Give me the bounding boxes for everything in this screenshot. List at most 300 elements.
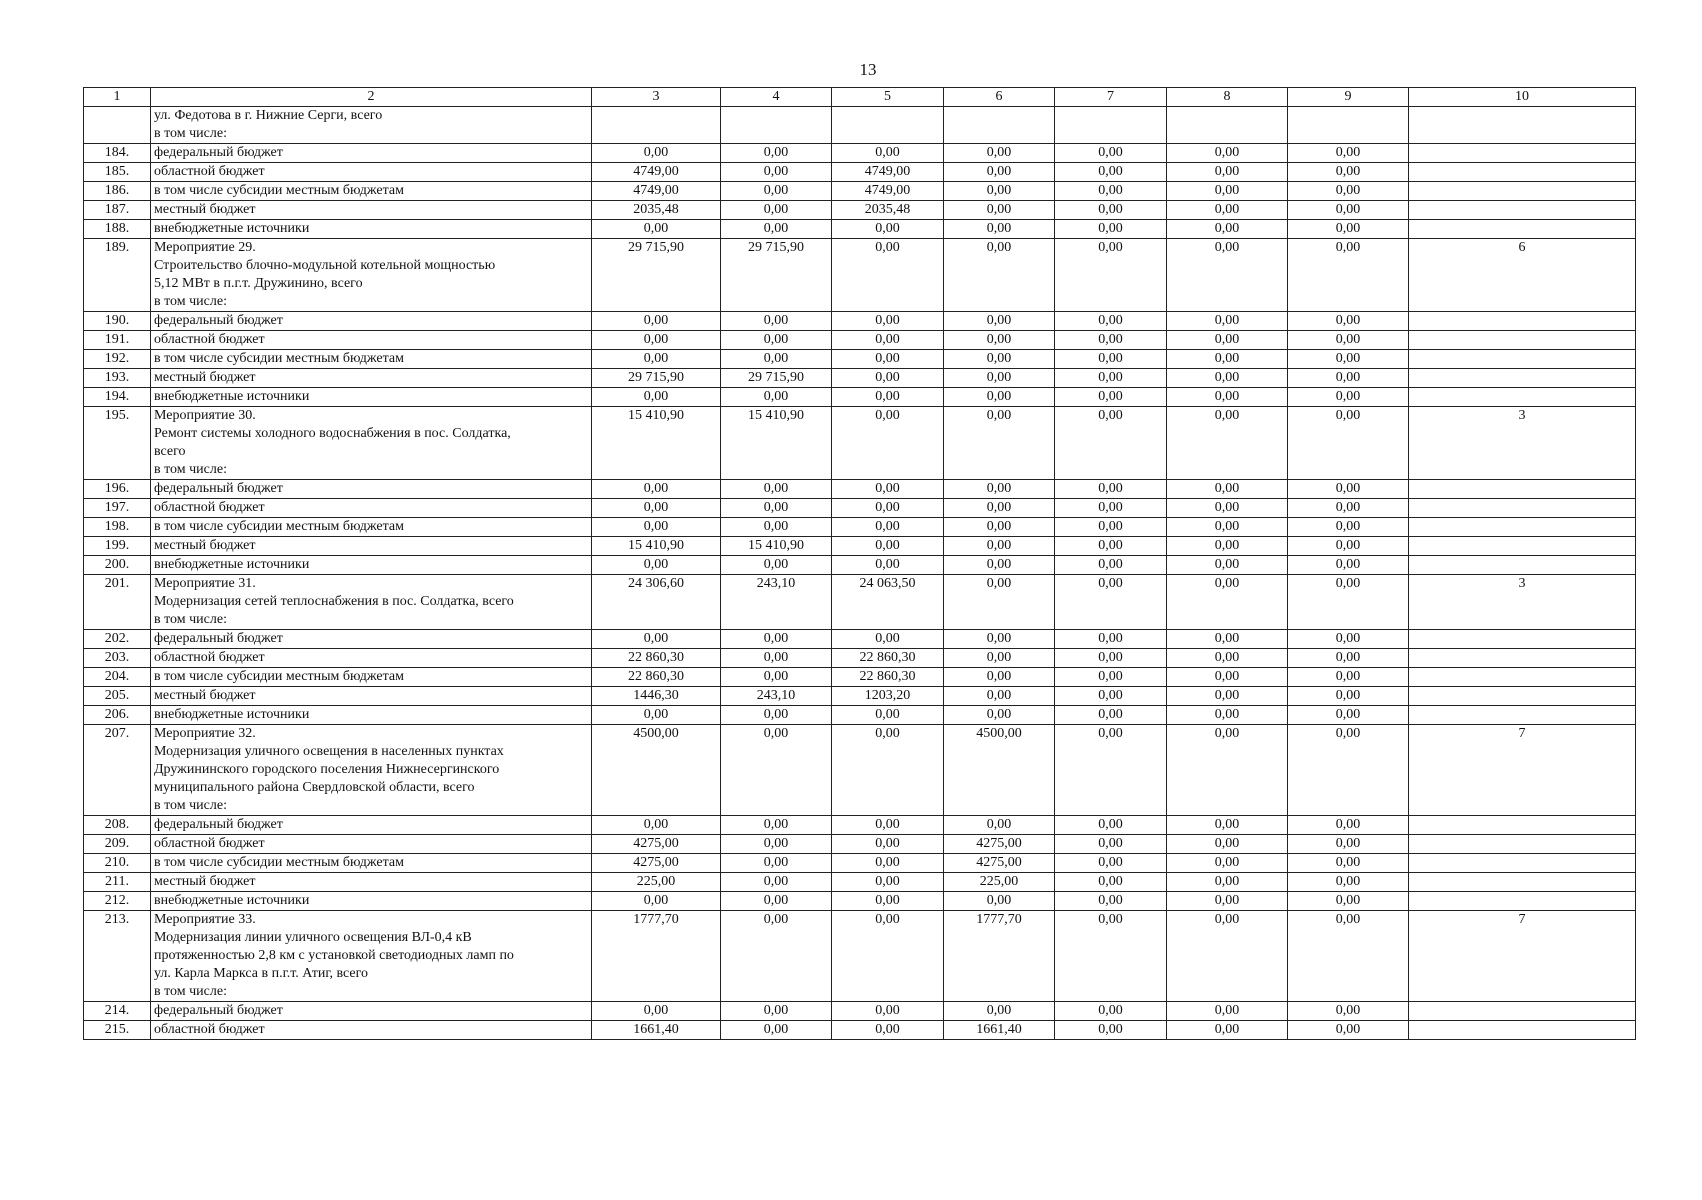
target-ref-cell — [1409, 649, 1636, 668]
amount-cell: 0,00 — [944, 892, 1055, 911]
row-name: ул. Федотова в г. Нижние Серги, всего в том числе: — [151, 107, 592, 144]
amount-cell: 0,00 — [721, 331, 832, 350]
amount-cell: 22 860,30 — [592, 649, 721, 668]
amount-cell: 0,00 — [1167, 1002, 1288, 1021]
amount-cell: 0,00 — [1288, 163, 1409, 182]
amount-cell: 0,00 — [944, 201, 1055, 220]
table-row — [84, 816, 1636, 835]
budget-table — [83, 87, 1636, 1040]
amount-cell: 0,00 — [944, 312, 1055, 331]
amount-cell: 0,00 — [1167, 911, 1288, 1002]
row-name: федеральный бюджет — [151, 312, 592, 331]
row-name: местный бюджет — [151, 687, 592, 706]
amount-cell: 0,00 — [721, 312, 832, 331]
amount-cell: 0,00 — [592, 706, 721, 725]
amount-cell: 15 410,90 — [592, 537, 721, 556]
table-row — [84, 687, 1636, 706]
target-ref-cell — [1409, 537, 1636, 556]
amount-cell: 0,00 — [832, 350, 944, 369]
row-name: федеральный бюджет — [151, 144, 592, 163]
amount-cell: 0,00 — [832, 239, 944, 312]
table-row — [84, 911, 1636, 1002]
table-row — [84, 1002, 1636, 1021]
header-cell: 5 — [832, 88, 944, 107]
row-number: 193. — [84, 369, 151, 388]
amount-cell: 0,00 — [1288, 182, 1409, 201]
amount-cell: 0,00 — [1167, 575, 1288, 630]
target-ref-cell: 6 — [1409, 239, 1636, 312]
row-name: областной бюджет — [151, 835, 592, 854]
amount-cell: 0,00 — [1288, 725, 1409, 816]
amount-cell: 0,00 — [944, 556, 1055, 575]
target-ref-cell: 3 — [1409, 575, 1636, 630]
amount-cell: 0,00 — [832, 407, 944, 480]
row-number: 211. — [84, 873, 151, 892]
table-row — [84, 518, 1636, 537]
row-number: 192. — [84, 350, 151, 369]
amount-cell: 0,00 — [944, 350, 1055, 369]
amount-cell: 0,00 — [1055, 854, 1167, 873]
amount-cell: 0,00 — [1167, 835, 1288, 854]
amount-cell: 0,00 — [944, 649, 1055, 668]
table-row — [84, 239, 1636, 312]
amount-cell: 0,00 — [1167, 556, 1288, 575]
amount-cell: 0,00 — [721, 556, 832, 575]
row-name: областной бюджет — [151, 649, 592, 668]
amount-cell — [832, 107, 944, 144]
row-name: местный бюджет — [151, 537, 592, 556]
page-number: 13 — [859, 60, 877, 79]
target-ref-cell — [1409, 369, 1636, 388]
target-ref-cell — [1409, 350, 1636, 369]
amount-cell: 0,00 — [721, 911, 832, 1002]
amount-cell: 0,00 — [592, 556, 721, 575]
row-name: в том числе субсидии местным бюджетам — [151, 350, 592, 369]
amount-cell: 0,00 — [832, 892, 944, 911]
row-number: 200. — [84, 556, 151, 575]
table-row — [84, 649, 1636, 668]
amount-cell: 0,00 — [1167, 331, 1288, 350]
amount-cell: 0,00 — [592, 144, 721, 163]
amount-cell: 0,00 — [1055, 911, 1167, 1002]
amount-cell: 0,00 — [721, 630, 832, 649]
amount-cell: 0,00 — [721, 350, 832, 369]
amount-cell: 24 306,60 — [592, 575, 721, 630]
amount-cell: 243,10 — [721, 687, 832, 706]
amount-cell: 0,00 — [832, 556, 944, 575]
amount-cell: 0,00 — [1288, 407, 1409, 480]
amount-cell: 0,00 — [592, 816, 721, 835]
amount-cell: 0,00 — [1288, 537, 1409, 556]
table-row — [84, 407, 1636, 480]
amount-cell: 0,00 — [1055, 668, 1167, 687]
row-name: в том числе субсидии местным бюджетам — [151, 668, 592, 687]
amount-cell: 0,00 — [1167, 369, 1288, 388]
amount-cell: 0,00 — [1055, 816, 1167, 835]
amount-cell: 0,00 — [1055, 480, 1167, 499]
table-row — [84, 107, 1636, 144]
amount-cell: 0,00 — [1167, 816, 1288, 835]
table-row — [84, 388, 1636, 407]
row-name: внебюджетные источники — [151, 388, 592, 407]
amount-cell — [1288, 107, 1409, 144]
amount-cell: 0,00 — [1055, 835, 1167, 854]
amount-cell: 0,00 — [944, 499, 1055, 518]
target-ref-cell — [1409, 163, 1636, 182]
amount-cell: 1661,40 — [944, 1021, 1055, 1040]
amount-cell: 0,00 — [1167, 668, 1288, 687]
amount-cell: 0,00 — [1167, 144, 1288, 163]
row-name: внебюджетные источники — [151, 706, 592, 725]
amount-cell: 0,00 — [721, 182, 832, 201]
row-number: 197. — [84, 499, 151, 518]
amount-cell: 0,00 — [1167, 892, 1288, 911]
target-ref-cell — [1409, 480, 1636, 499]
amount-cell: 1203,20 — [832, 687, 944, 706]
amount-cell: 29 715,90 — [721, 239, 832, 312]
amount-cell: 0,00 — [1288, 556, 1409, 575]
amount-cell: 1777,70 — [592, 911, 721, 1002]
row-number: 210. — [84, 854, 151, 873]
table-row — [84, 706, 1636, 725]
amount-cell: 0,00 — [944, 163, 1055, 182]
amount-cell: 4749,00 — [592, 182, 721, 201]
amount-cell: 0,00 — [1167, 350, 1288, 369]
table-row — [84, 331, 1636, 350]
amount-cell: 0,00 — [721, 706, 832, 725]
row-number: 199. — [84, 537, 151, 556]
amount-cell: 0,00 — [1055, 499, 1167, 518]
amount-cell: 0,00 — [1055, 706, 1167, 725]
target-ref-cell — [1409, 107, 1636, 144]
table-row — [84, 312, 1636, 331]
amount-cell: 4275,00 — [944, 835, 1055, 854]
amount-cell: 0,00 — [1167, 854, 1288, 873]
amount-cell: 243,10 — [721, 575, 832, 630]
amount-cell: 0,00 — [1055, 518, 1167, 537]
table-row — [84, 220, 1636, 239]
amount-cell: 0,00 — [1288, 1021, 1409, 1040]
amount-cell: 0,00 — [721, 1021, 832, 1040]
row-number: 207. — [84, 725, 151, 816]
amount-cell: 0,00 — [1055, 369, 1167, 388]
header-cell: 2 — [151, 88, 592, 107]
row-number: 186. — [84, 182, 151, 201]
header-row — [84, 88, 1636, 107]
amount-cell: 0,00 — [1167, 480, 1288, 499]
header-cell: 7 — [1055, 88, 1167, 107]
amount-cell: 0,00 — [1055, 1021, 1167, 1040]
target-ref-cell — [1409, 873, 1636, 892]
row-name: Мероприятие 33. Модернизация линии уличного освещения ВЛ-0,4 кВ протяженностью 2,8 км с установкой светодиодных ламп по ул. Карла Маркса в п.г.т. Атиг, всего в том числе: — [151, 911, 592, 1002]
header-cell: 1 — [84, 88, 151, 107]
amount-cell: 0,00 — [1288, 706, 1409, 725]
table-row — [84, 163, 1636, 182]
row-name: Мероприятие 31. Модернизация сетей теплоснабжения в пос. Солдатка, всего в том числе: — [151, 575, 592, 630]
amount-cell: 0,00 — [1055, 350, 1167, 369]
amount-cell: 1777,70 — [944, 911, 1055, 1002]
target-ref-cell: 3 — [1409, 407, 1636, 480]
amount-cell: 0,00 — [1288, 835, 1409, 854]
amount-cell: 15 410,90 — [721, 407, 832, 480]
amount-cell: 0,00 — [1288, 575, 1409, 630]
amount-cell: 0,00 — [592, 892, 721, 911]
amount-cell: 0,00 — [944, 182, 1055, 201]
row-name: областной бюджет — [151, 331, 592, 350]
amount-cell: 0,00 — [1288, 312, 1409, 331]
amount-cell: 0,00 — [944, 537, 1055, 556]
amount-cell: 2035,48 — [592, 201, 721, 220]
amount-cell: 29 715,90 — [592, 239, 721, 312]
amount-cell: 0,00 — [1055, 182, 1167, 201]
amount-cell: 0,00 — [721, 220, 832, 239]
amount-cell: 0,00 — [832, 1021, 944, 1040]
amount-cell: 0,00 — [1167, 407, 1288, 480]
amount-cell: 0,00 — [1055, 556, 1167, 575]
target-ref-cell — [1409, 1002, 1636, 1021]
amount-cell: 0,00 — [721, 163, 832, 182]
amount-cell: 0,00 — [721, 835, 832, 854]
amount-cell: 0,00 — [832, 220, 944, 239]
header-cell: 10 — [1409, 88, 1636, 107]
amount-cell — [944, 107, 1055, 144]
target-ref-cell — [1409, 1021, 1636, 1040]
amount-cell: 29 715,90 — [721, 369, 832, 388]
target-ref-cell — [1409, 630, 1636, 649]
amount-cell: 4275,00 — [592, 854, 721, 873]
amount-cell: 0,00 — [832, 816, 944, 835]
row-number: 212. — [84, 892, 151, 911]
target-ref-cell — [1409, 220, 1636, 239]
amount-cell: 0,00 — [1055, 388, 1167, 407]
amount-cell — [1055, 107, 1167, 144]
amount-cell: 0,00 — [832, 873, 944, 892]
row-name: в том числе субсидии местным бюджетам — [151, 518, 592, 537]
amount-cell: 0,00 — [592, 331, 721, 350]
amount-cell: 0,00 — [832, 388, 944, 407]
row-number: 202. — [84, 630, 151, 649]
amount-cell: 2035,48 — [832, 201, 944, 220]
row-number: 205. — [84, 687, 151, 706]
row-name: в том числе субсидии местным бюджетам — [151, 182, 592, 201]
row-name: Мероприятие 29. Строительство блочно-модульной котельной мощностью 5,12 МВт в п.г.т. Дружинино, всего в том числе: — [151, 239, 592, 312]
amount-cell: 0,00 — [944, 144, 1055, 163]
target-ref-cell — [1409, 518, 1636, 537]
amount-cell: 0,00 — [832, 854, 944, 873]
row-name: внебюджетные источники — [151, 220, 592, 239]
amount-cell: 4500,00 — [592, 725, 721, 816]
amount-cell: 0,00 — [1055, 163, 1167, 182]
amount-cell: 0,00 — [1288, 687, 1409, 706]
table-row — [84, 537, 1636, 556]
target-ref-cell — [1409, 706, 1636, 725]
amount-cell: 225,00 — [592, 873, 721, 892]
row-number: 204. — [84, 668, 151, 687]
amount-cell: 0,00 — [944, 220, 1055, 239]
amount-cell: 0,00 — [1167, 725, 1288, 816]
table-row — [84, 350, 1636, 369]
amount-cell: 0,00 — [1055, 407, 1167, 480]
table-row — [84, 1021, 1636, 1040]
table-row — [84, 556, 1636, 575]
amount-cell: 0,00 — [1288, 668, 1409, 687]
row-number: 185. — [84, 163, 151, 182]
amount-cell: 1446,30 — [592, 687, 721, 706]
amount-cell: 24 063,50 — [832, 575, 944, 630]
row-name: местный бюджет — [151, 873, 592, 892]
table-row — [84, 854, 1636, 873]
amount-cell: 0,00 — [1288, 1002, 1409, 1021]
amount-cell: 0,00 — [1167, 537, 1288, 556]
target-ref-cell — [1409, 892, 1636, 911]
amount-cell: 0,00 — [1167, 518, 1288, 537]
amount-cell — [592, 107, 721, 144]
amount-cell: 0,00 — [1288, 220, 1409, 239]
row-name: Мероприятие 30. Ремонт системы холодного водоснабжения в пос. Солдатка, всего в том числе: — [151, 407, 592, 480]
amount-cell: 0,00 — [1055, 537, 1167, 556]
amount-cell: 0,00 — [721, 649, 832, 668]
amount-cell: 0,00 — [1167, 220, 1288, 239]
target-ref-cell — [1409, 854, 1636, 873]
table-row — [84, 725, 1636, 816]
table-row — [84, 480, 1636, 499]
amount-cell: 4749,00 — [832, 182, 944, 201]
amount-cell: 0,00 — [1167, 499, 1288, 518]
amount-cell: 0,00 — [721, 816, 832, 835]
amount-cell: 0,00 — [1288, 239, 1409, 312]
amount-cell: 0,00 — [1288, 201, 1409, 220]
target-ref-cell — [1409, 182, 1636, 201]
table-row — [84, 144, 1636, 163]
row-number: 198. — [84, 518, 151, 537]
amount-cell: 0,00 — [721, 725, 832, 816]
row-number: 196. — [84, 480, 151, 499]
row-name: местный бюджет — [151, 369, 592, 388]
header-cell: 8 — [1167, 88, 1288, 107]
row-name: федеральный бюджет — [151, 630, 592, 649]
row-number: 187. — [84, 201, 151, 220]
amount-cell: 0,00 — [1167, 182, 1288, 201]
amount-cell: 0,00 — [1055, 239, 1167, 312]
target-ref-cell — [1409, 312, 1636, 331]
row-name: федеральный бюджет — [151, 816, 592, 835]
amount-cell: 0,00 — [1288, 499, 1409, 518]
amount-cell: 0,00 — [721, 668, 832, 687]
amount-cell: 0,00 — [721, 480, 832, 499]
header-cell: 3 — [592, 88, 721, 107]
amount-cell: 0,00 — [944, 706, 1055, 725]
amount-cell: 0,00 — [1167, 706, 1288, 725]
table-body — [84, 88, 1636, 1040]
amount-cell: 0,00 — [1055, 220, 1167, 239]
amount-cell: 0,00 — [944, 388, 1055, 407]
amount-cell: 4749,00 — [592, 163, 721, 182]
amount-cell: 0,00 — [1288, 649, 1409, 668]
amount-cell: 0,00 — [592, 350, 721, 369]
amount-cell: 0,00 — [1055, 1002, 1167, 1021]
amount-cell: 0,00 — [592, 312, 721, 331]
amount-cell: 0,00 — [1167, 312, 1288, 331]
table-row — [84, 630, 1636, 649]
amount-cell: 1661,40 — [592, 1021, 721, 1040]
amount-cell: 0,00 — [1167, 873, 1288, 892]
amount-cell: 0,00 — [1288, 388, 1409, 407]
amount-cell: 0,00 — [832, 1002, 944, 1021]
table-row — [84, 201, 1636, 220]
amount-cell: 0,00 — [1055, 575, 1167, 630]
amount-cell: 0,00 — [944, 630, 1055, 649]
amount-cell: 0,00 — [721, 873, 832, 892]
header-cell: 6 — [944, 88, 1055, 107]
row-number: 208. — [84, 816, 151, 835]
target-ref-cell — [1409, 816, 1636, 835]
table-row — [84, 182, 1636, 201]
amount-cell: 0,00 — [721, 388, 832, 407]
row-name: областной бюджет — [151, 1021, 592, 1040]
row-number: 214. — [84, 1002, 151, 1021]
amount-cell: 0,00 — [1288, 350, 1409, 369]
amount-cell: 0,00 — [944, 816, 1055, 835]
amount-cell: 0,00 — [721, 144, 832, 163]
target-ref-cell — [1409, 687, 1636, 706]
amount-cell: 0,00 — [1055, 144, 1167, 163]
amount-cell: 0,00 — [1055, 687, 1167, 706]
amount-cell: 15 410,90 — [592, 407, 721, 480]
amount-cell: 0,00 — [944, 480, 1055, 499]
amount-cell: 15 410,90 — [721, 537, 832, 556]
amount-cell — [721, 107, 832, 144]
amount-cell: 0,00 — [721, 1002, 832, 1021]
amount-cell: 0,00 — [592, 388, 721, 407]
amount-cell: 0,00 — [832, 706, 944, 725]
amount-cell: 4500,00 — [944, 725, 1055, 816]
row-number: 203. — [84, 649, 151, 668]
amount-cell: 0,00 — [1288, 369, 1409, 388]
header-cell: 9 — [1288, 88, 1409, 107]
amount-cell: 0,00 — [721, 892, 832, 911]
amount-cell: 0,00 — [592, 1002, 721, 1021]
amount-cell: 0,00 — [832, 331, 944, 350]
amount-cell: 0,00 — [592, 480, 721, 499]
table-row — [84, 835, 1636, 854]
row-name: Мероприятие 32. Модернизация уличного освещения в населенных пунктах Дружининского городского поселения Нижнесергинского муниципального района Свердловской области, всего в том числе: — [151, 725, 592, 816]
table-row — [84, 575, 1636, 630]
table-row — [84, 369, 1636, 388]
row-number: 201. — [84, 575, 151, 630]
header-cell: 4 — [721, 88, 832, 107]
amount-cell: 0,00 — [592, 630, 721, 649]
amount-cell: 0,00 — [592, 499, 721, 518]
amount-cell: 0,00 — [944, 1002, 1055, 1021]
target-ref-cell: 7 — [1409, 725, 1636, 816]
amount-cell: 0,00 — [1167, 163, 1288, 182]
amount-cell: 4275,00 — [944, 854, 1055, 873]
table-row — [84, 873, 1636, 892]
row-number: 190. — [84, 312, 151, 331]
amount-cell: 0,00 — [1288, 892, 1409, 911]
target-ref-cell — [1409, 556, 1636, 575]
row-number: 215. — [84, 1021, 151, 1040]
amount-cell: 0,00 — [832, 312, 944, 331]
target-ref-cell — [1409, 331, 1636, 350]
row-name: внебюджетные источники — [151, 892, 592, 911]
amount-cell: 4749,00 — [832, 163, 944, 182]
amount-cell: 0,00 — [1288, 630, 1409, 649]
amount-cell: 0,00 — [1055, 312, 1167, 331]
amount-cell: 0,00 — [1055, 649, 1167, 668]
row-name: в том числе субсидии местным бюджетам — [151, 854, 592, 873]
amount-cell: 0,00 — [944, 668, 1055, 687]
